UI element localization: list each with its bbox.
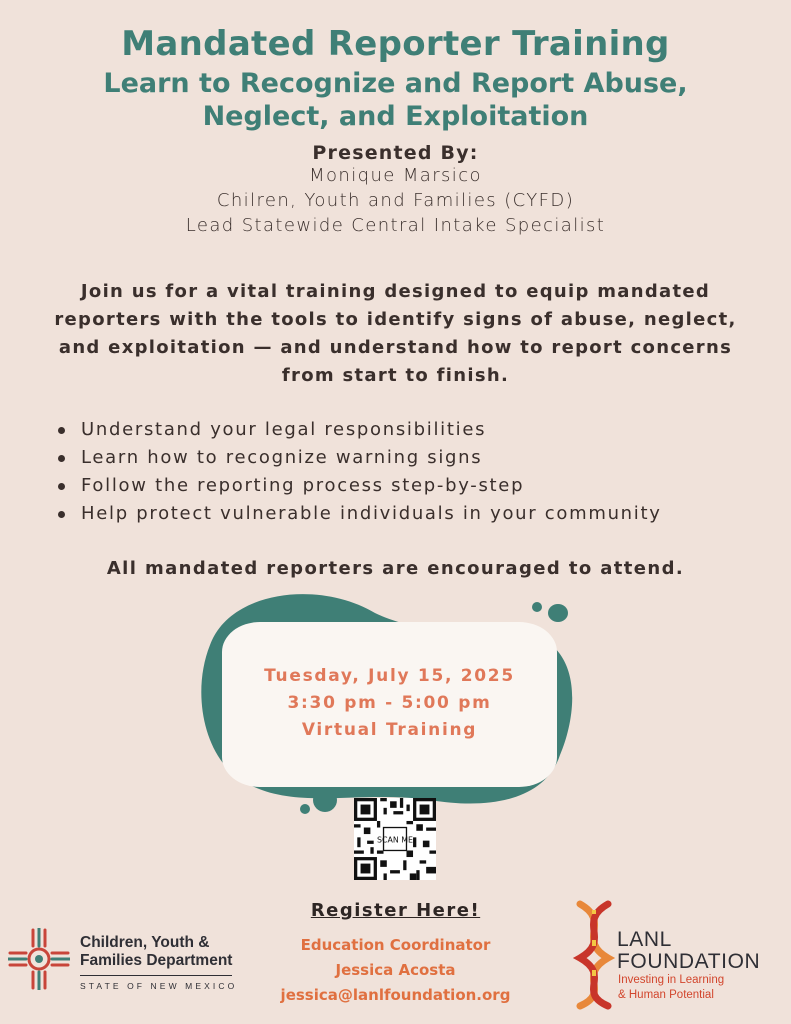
bullet-icon — [58, 483, 65, 490]
bullet-icon — [58, 455, 65, 462]
intro-line: from start to finish. — [281, 365, 510, 386]
lanl-dna-helix-icon — [572, 900, 616, 1010]
presented-by-label: Presented By: — [312, 142, 479, 164]
intro-line: reporters with the tools to identify signs of abuse, neglect, — [54, 309, 737, 330]
page-title: Mandated Reporter Training — [121, 24, 670, 64]
event-time: 3:30 pm - 5:00 pm — [287, 693, 492, 713]
lanl-logo-line1: LANL — [617, 928, 672, 951]
contact-title: Education Coordinator — [300, 936, 491, 954]
cyfd-zia-logo-icon — [8, 928, 70, 990]
lanl-logo-line2: FOUNDATION — [617, 950, 761, 973]
list-item: Follow the reporting process step-by-step — [58, 472, 662, 500]
intro-line: and exploitation — and understand how to report concerns — [58, 337, 733, 358]
register-link[interactable]: Register Here! — [310, 900, 481, 921]
event-date: Tuesday, July 15, 2025 — [264, 666, 515, 686]
benefits-list — [58, 416, 662, 528]
cyfd-logo-text: Children, Youth & Families Department — [80, 934, 233, 969]
bullet-icon — [58, 427, 65, 434]
list-item: Understand your legal responsibilities — [58, 416, 662, 444]
lanl-tagline-2: & Human Potential — [618, 989, 714, 1001]
event-format: Virtual Training — [301, 720, 478, 740]
presenter-role: Lead Statewide Central Intake Specialist — [185, 215, 606, 236]
qr-center-label: SCAN ME — [377, 835, 413, 845]
list-item: Help protect vulnerable individuals in your community — [58, 500, 662, 528]
subtitle-line-2: Neglect, and Exploitation — [202, 101, 589, 132]
intro-line: Join us for a vital training designed to equip mandated — [80, 281, 711, 302]
presenter-name: Monique Marsico — [309, 165, 482, 186]
attendance-note: All mandated reporters are encouraged to attend. — [106, 558, 685, 579]
bullet-icon — [58, 511, 65, 518]
registration-qr-code[interactable] — [354, 798, 436, 880]
contact-name: Jessica Acosta — [335, 961, 456, 979]
lanl-tagline-1: Investing in Learning — [618, 974, 725, 986]
presenter-organization: Chilren, Youth and Families (CYFD) — [216, 190, 575, 211]
intro-paragraph — [40, 278, 751, 390]
subtitle-line-1: Learn to Recognize and Report Abuse, — [103, 68, 688, 99]
cyfd-state-label: STATE OF NEW MEXICO — [80, 981, 238, 991]
cyfd-divider — [80, 975, 232, 976]
contact-email[interactable]: jessica@lanlfoundation.org — [280, 986, 511, 1004]
list-item: Learn how to recognize warning signs — [58, 444, 662, 472]
